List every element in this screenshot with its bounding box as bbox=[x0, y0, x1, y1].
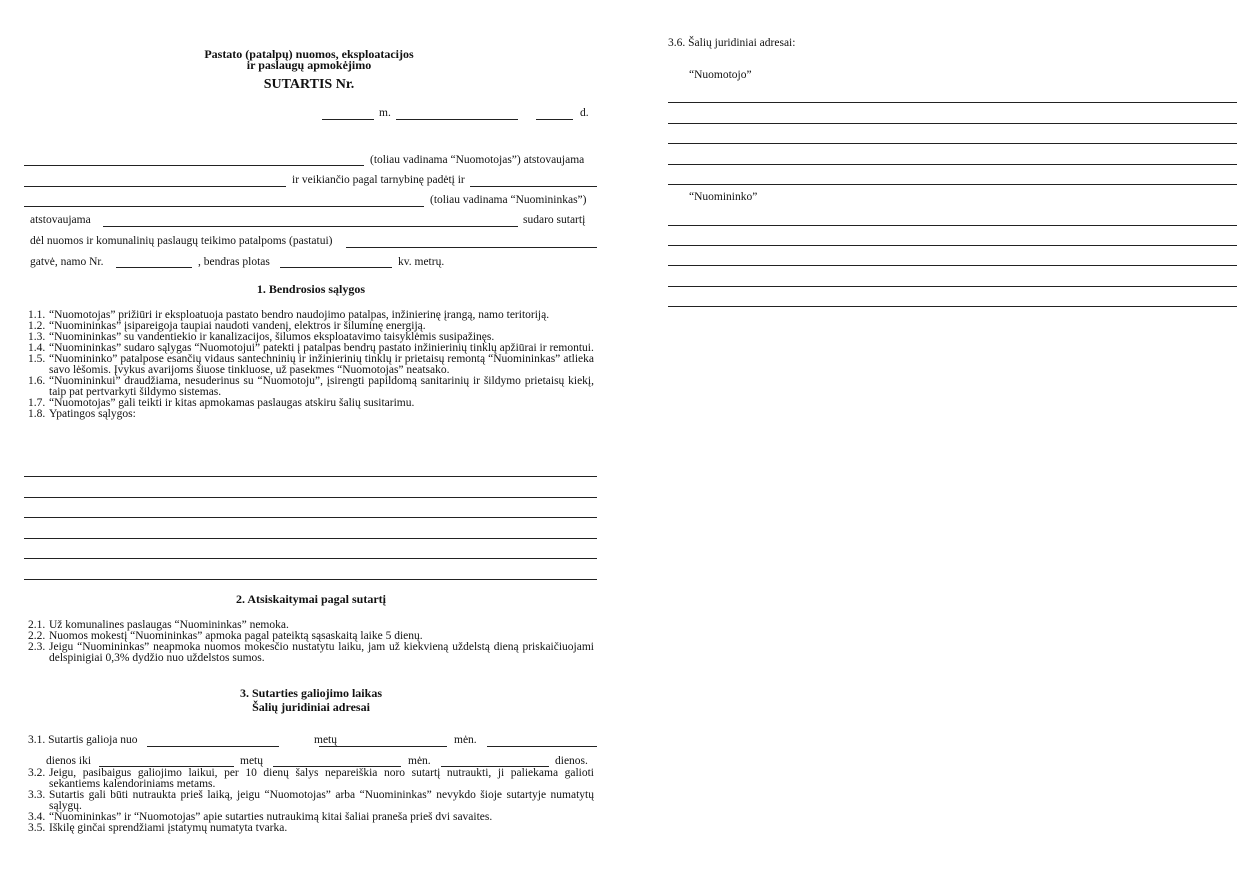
section-3-heading bbox=[24, 686, 598, 714]
clause-number: 2.2. bbox=[28, 630, 46, 642]
clause-2 bbox=[28, 642, 594, 664]
landlord-address-label: “Nuomotojo” bbox=[689, 69, 752, 81]
section-1-heading: 1. Bendrosios sąlygos bbox=[256, 282, 366, 296]
clause-3 bbox=[28, 768, 594, 790]
section-2-list bbox=[28, 620, 594, 664]
clause-number: 2.1. bbox=[28, 619, 46, 631]
landlord-address-line-5[interactable] bbox=[668, 184, 1237, 185]
clause-text: “Nuomininkas” sudaro sąlygas “Nuomotojui” patekti į patalpas bendrų pastato inžinierinių tinklų apžiūrai ir remontui. bbox=[49, 342, 594, 354]
clause-text: Nuomos mokestį “Nuomininkas” apmoka pagal pateiktą sąsaskaitą laike 5 dienų. bbox=[49, 630, 423, 642]
clause-text: “Nuomininko” patalpose esančių vidaus santechninių ir inžinierinių tinklų ir prietaisų remontą “Nuomininkas” atlieka savo lėšomis. Įvykus avarijoms šiuose tinkluose, už pasekmes “Nuomotojas” neatsako. bbox=[49, 353, 594, 376]
tenant-representative-blank[interactable] bbox=[103, 226, 518, 227]
area-unit: kv. metrų. bbox=[398, 256, 445, 268]
day-label: d. bbox=[580, 107, 589, 119]
clause-text: “Nuomininkas” ir “Nuomotojas” apie sutarties nutraukimą kitai šaliai praneša prieš dvi savaites. bbox=[49, 811, 493, 823]
clause-number: 3.4. bbox=[28, 811, 46, 823]
clause-text: “Nuomotojas” prižiūri ir eksploatuoja pastato bendro naudojimo patalpas, inžinierinę įrangą, namo teritoriją. bbox=[49, 309, 550, 321]
clause-text: Už komunalines paslaugas “Nuomininkas” nemoka. bbox=[49, 619, 289, 631]
clause-1 bbox=[28, 354, 594, 376]
clause-text: “Nuomininkas” įsipareigoja taupiai naudoti vandenį, elektros ir šiluminę energiją. bbox=[49, 320, 426, 332]
clause-text: “Nuomininkui” draudžiama, nesuderinus su “Nuomotoju”, įsirengti papildomą sanitarinių ir šildymo prietaisų kiekį, taip pat pertvarkyti šildymo sistemas. bbox=[49, 375, 594, 398]
item-3-1-dienos-iki: dienos iki bbox=[46, 755, 92, 767]
premises-blank[interactable] bbox=[346, 247, 597, 248]
party-line-2-text: ir veikiančio pagal tarnybinę padėtį ir bbox=[292, 174, 465, 186]
clause-1 bbox=[28, 376, 594, 398]
landlord-address-line-1[interactable] bbox=[668, 102, 1237, 103]
clause-text: Iškilę ginčai sprendžiami įstatymų numatyta tvarka. bbox=[49, 822, 288, 834]
item-3-1-metu-2: metų bbox=[240, 755, 263, 767]
item-3-1-men-2: mėn. bbox=[408, 755, 431, 767]
section-2-heading: 2. Atsiskaitymai pagal sutartį bbox=[235, 592, 386, 606]
party-line-5-text: dėl nuomos ir komunalinių paslaugų teikimo patalpoms (pastatui) bbox=[30, 235, 333, 247]
day-blank[interactable] bbox=[536, 119, 573, 120]
clause-number: 1.3. bbox=[28, 331, 46, 343]
clause-text: “Nuomininkas” su vandentiekio ir kanalizacijos, šilumos eksploatavimo taisyklėmis susipažinęs. bbox=[49, 331, 495, 343]
tenant-address-line-3[interactable] bbox=[668, 265, 1237, 266]
landlord-name-blank[interactable] bbox=[24, 165, 364, 166]
section-3-heading-line-1: 3. Sutarties galiojimo laikas bbox=[239, 686, 382, 700]
special-conditions-line-3[interactable] bbox=[24, 517, 597, 518]
clause-number: 1.1. bbox=[28, 309, 46, 321]
party-line-3-text: (toliau vadinama “Nuomininkas”) bbox=[430, 194, 587, 206]
section-3-list bbox=[28, 768, 594, 834]
item-3-1-metu: metų bbox=[314, 734, 337, 746]
clause-number: 1.2. bbox=[28, 320, 46, 332]
clause-number: 3.5. bbox=[28, 822, 46, 834]
section-3-heading-line-2: Šalių juridiniai adresai bbox=[252, 700, 370, 714]
item-3-1-label: 3.1. Sutartis galioja nuo bbox=[28, 734, 138, 746]
tenant-address-line-4[interactable] bbox=[668, 286, 1237, 287]
special-conditions-line-5[interactable] bbox=[24, 558, 597, 559]
title-line-2: ir paslaugų apmokėjimo bbox=[246, 58, 372, 72]
clause-number: 1.7. bbox=[28, 397, 46, 409]
clause-number: 1.4. bbox=[28, 342, 46, 354]
clause-number: 3.2. bbox=[28, 767, 46, 779]
contract-number-title: SUTARTIS Nr. bbox=[263, 77, 355, 92]
item-3-1-men: mėn. bbox=[454, 734, 477, 746]
item-3-1-dienos: dienos. bbox=[555, 755, 588, 767]
area-blank[interactable] bbox=[280, 267, 392, 268]
tenant-name-blank[interactable] bbox=[24, 206, 424, 207]
addresses-heading: 3.6. Šalių juridiniai adresai: bbox=[668, 37, 796, 49]
party-line-4-prefix: atstovaujama bbox=[30, 214, 91, 226]
clause-number: 3.3. bbox=[28, 789, 46, 801]
tenant-address-line-5[interactable] bbox=[668, 306, 1237, 307]
clause-number: 1.6. bbox=[28, 375, 46, 387]
area-label: , bendras plotas bbox=[198, 256, 270, 268]
landlord-representative-blank[interactable] bbox=[24, 186, 286, 187]
title-line-1: Pastato (patalpų) nuomos, eksploatacijos bbox=[204, 47, 414, 61]
valid-from-year-blank[interactable] bbox=[147, 746, 279, 747]
valid-from-month-blank[interactable] bbox=[319, 746, 447, 747]
month-blank[interactable] bbox=[396, 119, 518, 120]
year-label: m. bbox=[379, 107, 391, 119]
clause-3 bbox=[28, 823, 594, 834]
clause-1 bbox=[28, 409, 594, 420]
clause-number: 2.3. bbox=[28, 641, 46, 653]
contract-title bbox=[24, 49, 594, 71]
party-line-1-text: (toliau vadinama “Nuomotojas”) atstovaujama bbox=[370, 154, 585, 166]
clause-number: 1.5. bbox=[28, 353, 46, 365]
tenant-address-line-2[interactable] bbox=[668, 245, 1237, 246]
clause-text: Jeigu “Nuomininkas” neapmoka nuomos mokesčio nustatytu laiku, jam už kiekvieną uždelstą dieną priskaičiuojami delspinigiai 0,3% dydžio nuo uždelstos sumos. bbox=[49, 641, 594, 664]
house-number-blank[interactable] bbox=[116, 267, 192, 268]
clause-3 bbox=[28, 790, 594, 812]
special-conditions-line-2[interactable] bbox=[24, 497, 597, 498]
clause-text: Jeigu, pasibaigus galiojimo laikui, per 10 dienų šalys nepareiškia noro sutartį nutraukti, ji paliekama galioti sekantiems kalendoriniams metams. bbox=[49, 767, 594, 790]
special-conditions-line-6[interactable] bbox=[24, 579, 597, 580]
valid-from-day-blank[interactable] bbox=[487, 746, 597, 747]
special-conditions-line-4[interactable] bbox=[24, 538, 597, 539]
year-blank[interactable] bbox=[322, 119, 374, 120]
clause-text: “Nuomotojas” gali teikti ir kitas apmokamas paslaugas atskiru šalių susitarimu. bbox=[49, 397, 415, 409]
landlord-address-line-4[interactable] bbox=[668, 164, 1237, 165]
party-line-4-suffix: sudaro sutartį bbox=[523, 214, 586, 226]
tenant-address-label: “Nuomininko” bbox=[689, 191, 758, 203]
landlord-address-line-3[interactable] bbox=[668, 143, 1237, 144]
section-1-list bbox=[28, 310, 594, 420]
special-conditions-line-1[interactable] bbox=[24, 476, 597, 477]
landlord-address-line-2[interactable] bbox=[668, 123, 1237, 124]
tenant-address-line-1[interactable] bbox=[668, 225, 1237, 226]
street-label: gatvė, namo Nr. bbox=[30, 256, 104, 268]
clause-text: Ypatingos sąlygos: bbox=[49, 408, 136, 420]
party-line-2-tail-blank[interactable] bbox=[470, 186, 597, 187]
clause-text: Sutartis gali būti nutraukta prieš laiką, jeigu “Nuomotojas” arba “Nuomininkas” nevykdo šioje sutartyje numatytų sąlygų. bbox=[49, 789, 594, 812]
clause-number: 1.8. bbox=[28, 408, 46, 420]
